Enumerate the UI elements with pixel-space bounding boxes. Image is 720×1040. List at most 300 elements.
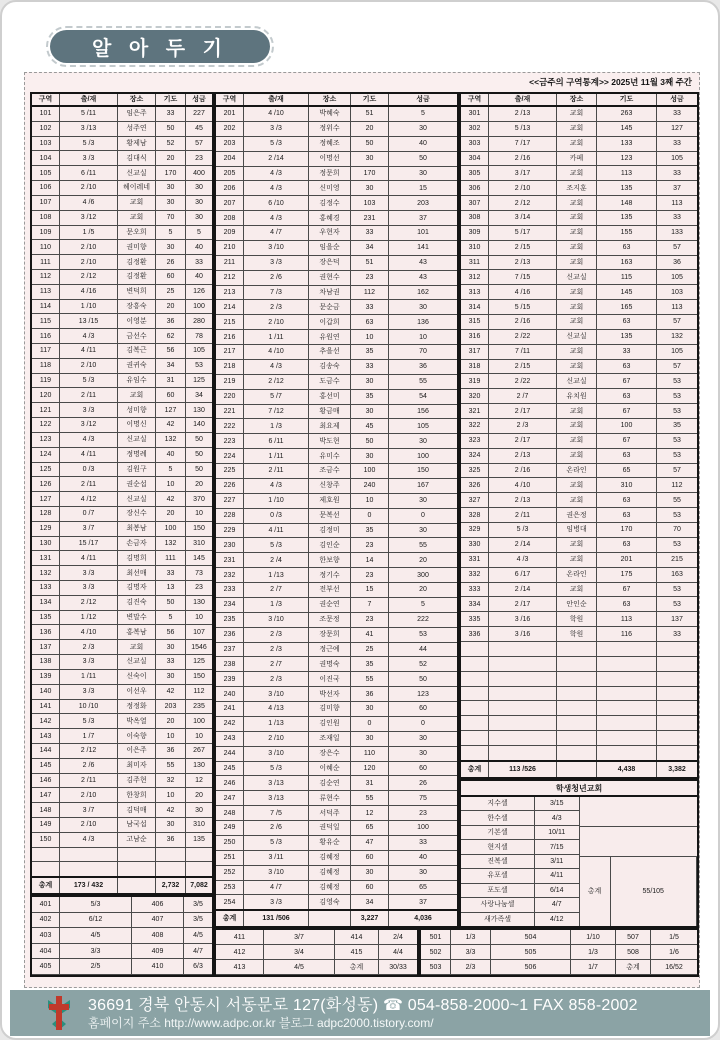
table-cell: 146 xyxy=(32,774,60,788)
table-row xyxy=(461,657,697,672)
table-row xyxy=(216,881,457,896)
table-cell: 장문희 xyxy=(309,628,351,642)
table-row xyxy=(461,226,697,241)
table-cell: 김대식 xyxy=(118,151,156,165)
table-cell: 413 xyxy=(216,960,264,974)
table-cell: 신교실 xyxy=(118,492,156,506)
table-row xyxy=(32,507,212,522)
table-cell: 254 xyxy=(216,895,244,909)
table-cell: 65 xyxy=(419,883,427,891)
table-cell: 42 xyxy=(156,803,186,817)
table-cell: 25 xyxy=(156,285,186,299)
table-cell: 20 xyxy=(419,556,427,564)
table-cell: 170 xyxy=(156,166,186,180)
table-cell: 52 xyxy=(156,137,186,151)
table-row xyxy=(216,434,457,449)
table-cell: 2 /6 xyxy=(60,759,118,773)
table-cell: 5 /3 xyxy=(60,137,118,151)
table-cell: 13 /15 xyxy=(60,314,118,328)
table-cell: 267 xyxy=(193,747,205,755)
table-cell: 312 xyxy=(461,270,489,284)
table-cell: 23 xyxy=(351,568,389,582)
table-cell: 127 xyxy=(671,125,683,133)
table-cell: 권순연 xyxy=(309,598,351,612)
table-cell: 20 xyxy=(195,791,203,799)
table-row xyxy=(216,122,457,137)
table-cell: 101 xyxy=(417,229,429,237)
table-cell: 23 xyxy=(195,584,203,592)
table-row xyxy=(461,315,697,330)
table-cell: 235 xyxy=(216,613,244,627)
table-cell xyxy=(597,746,657,760)
table-cell: 408 xyxy=(132,928,184,943)
table-row xyxy=(32,433,212,448)
table-row xyxy=(461,241,697,256)
table-cell: 63 xyxy=(597,508,657,522)
table-cell xyxy=(489,701,557,715)
table-cell: 51 xyxy=(351,256,389,270)
table-cell: 310 xyxy=(193,821,205,829)
table-row xyxy=(461,360,697,375)
table-cell: 10 xyxy=(156,477,186,491)
table-cell: 한수셀 xyxy=(461,811,535,824)
youth-empty-cell xyxy=(580,827,698,857)
table-cell: 125 xyxy=(32,463,60,477)
table-cell: 36 xyxy=(156,314,186,328)
table-row xyxy=(216,464,457,479)
footer-links[interactable]: 홈페이지 주소 http://www.adpc.or.kr 블로그 adpc2000.tistory.com/ xyxy=(88,1015,434,1030)
table-row xyxy=(32,329,212,344)
table-cell: 20 xyxy=(156,507,186,521)
table-cell: 권미향 xyxy=(118,240,156,254)
table-cell: 33 xyxy=(673,140,681,148)
table-cell: 139 xyxy=(32,670,60,684)
table-row xyxy=(32,240,212,255)
table-cell: 100 xyxy=(193,302,205,310)
table-cell: 115 xyxy=(597,270,657,284)
table-cell: 1 /11 xyxy=(244,449,309,463)
table-cell: 류현수 xyxy=(309,791,351,805)
table-cell: 370 xyxy=(193,495,205,503)
table-cell: 성미향 xyxy=(118,403,156,417)
table-cell: 402 xyxy=(32,913,60,928)
table-cell: 0 /3 xyxy=(244,509,309,523)
table-cell: 63 xyxy=(597,449,657,463)
header-attendance: 출/재 xyxy=(489,94,557,105)
table-cell: 3 /10 xyxy=(244,866,309,880)
table-cell: 10 xyxy=(195,732,203,740)
table-cell: 55 xyxy=(419,541,427,549)
table-row xyxy=(461,597,697,612)
table-cell: 203 xyxy=(417,199,429,207)
table-cell: 신교실 xyxy=(118,433,156,447)
table-cell: 123 xyxy=(597,152,657,166)
table-cell: 최미자 xyxy=(118,759,156,773)
table-cell xyxy=(557,701,597,715)
table-cell: 3 /10 xyxy=(244,613,309,627)
table-cell: 224 xyxy=(216,449,244,463)
table-cell: 2 /12 xyxy=(60,270,118,284)
table-cell: 148 xyxy=(32,803,60,817)
table-cell: 132 xyxy=(156,433,186,447)
footer-address: 36691 경북 안동시 서동문로 127(화성동) ☎ 054-858-2000~1 FAX 858-2002 xyxy=(88,996,638,1014)
table-cell: 30 xyxy=(351,181,389,195)
table-cell: 신교실 xyxy=(557,270,597,284)
table-cell: 신미영 xyxy=(309,181,351,195)
table-cell: 3 /17 xyxy=(489,166,557,180)
table-cell: 23 xyxy=(419,809,427,817)
table-cell: 2 /6 xyxy=(244,271,309,285)
table-cell: 0 xyxy=(421,512,425,520)
table-cell: 박선자 xyxy=(309,687,351,701)
table-cell: 4/12 xyxy=(549,915,564,923)
table-row xyxy=(32,959,212,975)
table-total-row xyxy=(216,909,457,926)
table-row xyxy=(32,700,212,715)
table-cell: 교회 xyxy=(118,640,156,654)
table-cell: 320 xyxy=(461,389,489,403)
table-cell: 1 /11 xyxy=(244,330,309,344)
table-cell: 2 /7 xyxy=(489,389,557,403)
table-cell: 50 xyxy=(156,122,186,136)
table-cell: 35 xyxy=(351,524,389,538)
table-cell: 박옥열 xyxy=(118,714,156,728)
table-cell: 한보향 xyxy=(309,553,351,567)
table-cell: 권은정 xyxy=(557,508,597,522)
table-cell: 43 xyxy=(419,259,427,267)
table-cell: 503 xyxy=(421,960,451,974)
table-row xyxy=(32,285,212,300)
table-row xyxy=(216,672,457,687)
table-cell: 67 xyxy=(597,374,657,388)
table-cell: 교회 xyxy=(557,404,597,418)
table-row xyxy=(216,717,457,732)
table-cell: 정명례 xyxy=(118,448,156,462)
youth-total-label: 총계 xyxy=(580,857,611,926)
table-cell: 42 xyxy=(156,685,186,699)
table-cell: 412 xyxy=(216,945,264,959)
table-row xyxy=(32,137,212,152)
church-logo-icon xyxy=(44,994,74,1032)
table-cell: 113 xyxy=(597,612,657,626)
table-cell: 총계 xyxy=(335,960,379,974)
table-cell: 145 xyxy=(32,759,60,773)
table-cell: 201 xyxy=(597,553,657,567)
table-cell: 34 xyxy=(195,391,203,399)
table-cell: 63 xyxy=(597,493,657,507)
table-row xyxy=(32,300,212,315)
table-cell: 변말수 xyxy=(118,611,156,625)
table-row xyxy=(216,375,457,390)
table-cell: 316 xyxy=(461,330,489,344)
table-cell: 10 xyxy=(195,614,203,622)
table-cell: 5 /3 xyxy=(244,836,309,850)
table-cell: 6 /17 xyxy=(489,568,557,582)
table-row xyxy=(216,196,457,211)
table-cell: 65 xyxy=(597,464,657,478)
table-cell: 2 /3 xyxy=(60,640,118,654)
table-row xyxy=(32,551,212,566)
table-cell: 113 xyxy=(597,166,657,180)
table-row xyxy=(461,181,697,196)
table-cell: 김정환 xyxy=(118,270,156,284)
table-cell: 309 xyxy=(461,226,489,240)
table-row xyxy=(216,945,417,960)
table-cell: 30 xyxy=(351,702,389,716)
table-cell xyxy=(557,672,597,686)
table-cell: 교회 xyxy=(557,107,597,121)
table-cell: 141 xyxy=(32,700,60,714)
header-place: 장소 xyxy=(309,94,351,105)
table-cell: 6 /11 xyxy=(244,434,309,448)
table-cell: 100 xyxy=(193,717,205,725)
table-row xyxy=(32,359,212,374)
table-cell: 216 xyxy=(216,330,244,344)
table-cell: 5 /3 xyxy=(489,523,557,537)
table-cell: 323 xyxy=(461,434,489,448)
table-cell: 2 /3 xyxy=(244,628,309,642)
table-cell: 3 /13 xyxy=(244,776,309,790)
table-cell: 310 xyxy=(193,539,205,547)
table-cell: 7 xyxy=(351,598,389,612)
table-cell: 2/4 xyxy=(393,933,403,941)
table-cell: 3 /3 xyxy=(60,403,118,417)
table-row xyxy=(32,944,212,960)
table-cell: 0 /3 xyxy=(60,463,118,477)
table-cell: 240 xyxy=(351,479,389,493)
table-header-row xyxy=(32,94,212,107)
table-cell: 임은주 xyxy=(118,107,156,121)
table-row xyxy=(461,538,697,553)
table-cell: 113 xyxy=(671,303,683,311)
table-cell: 207 xyxy=(216,196,244,210)
table-cell: 7 /12 xyxy=(244,405,309,419)
table-cell: 36 xyxy=(156,833,186,847)
table-cell: 63 xyxy=(597,360,657,374)
table-cell: 교회 xyxy=(118,388,156,402)
table-cell: 41 xyxy=(351,628,389,642)
table-cell: 교회 xyxy=(557,434,597,448)
table-row xyxy=(32,463,212,478)
table-row xyxy=(461,166,697,181)
table-cell: 319 xyxy=(461,374,489,388)
table-cell xyxy=(461,687,489,701)
table-cell: 223 xyxy=(216,434,244,448)
table-cell xyxy=(461,731,489,745)
table-cell: 244 xyxy=(216,747,244,761)
table-cell: 10/11 xyxy=(548,829,566,837)
table-cell: 2 /10 xyxy=(60,359,118,373)
table-cell: 30 xyxy=(419,125,427,133)
table-cell: 208 xyxy=(216,211,244,225)
table-cell: 107 xyxy=(193,628,205,636)
table-row xyxy=(461,449,697,464)
table-cell: 교회 xyxy=(557,360,597,374)
table-cell: 포도셀 xyxy=(461,884,535,897)
table-cell: 김정미 xyxy=(309,524,351,538)
table-row xyxy=(461,523,697,538)
table-cell xyxy=(60,848,118,862)
table-cell: 교회 xyxy=(557,166,597,180)
table-cell xyxy=(461,657,489,671)
table-cell: 10 /10 xyxy=(60,700,118,714)
table-cell: 조지훈 xyxy=(557,181,597,195)
table-cell: 7 /11 xyxy=(489,345,557,359)
table-cell: 65 xyxy=(351,821,389,835)
table-cell: 310 xyxy=(597,478,657,492)
table-cell: 317 xyxy=(461,345,489,359)
table-cell: 221 xyxy=(216,405,244,419)
total-ratio: 113 /526 xyxy=(489,762,557,777)
table-cell: 136 xyxy=(32,625,60,639)
table-cell: 김복근 xyxy=(118,344,156,358)
table-cell: 1 /3 xyxy=(244,419,309,433)
table-cell: 26 xyxy=(156,255,186,269)
table-cell: 권덕일 xyxy=(309,821,351,835)
table-cell: 30 xyxy=(156,196,186,210)
table-cell xyxy=(557,716,597,730)
table-cell: 53 xyxy=(673,377,681,385)
table-cell: 최봉남 xyxy=(118,522,156,536)
table-cell: 31 xyxy=(351,776,389,790)
table-cell: 109 xyxy=(32,226,60,240)
table-cell: 14 xyxy=(351,553,389,567)
table-cell: 118 xyxy=(32,359,60,373)
district-table-500s xyxy=(419,928,699,977)
table-cell: 김명자 xyxy=(118,581,156,595)
table-row xyxy=(216,271,457,286)
table-cell: 권현수 xyxy=(309,271,351,285)
table-cell: 150 xyxy=(417,467,429,475)
table-cell: 132 xyxy=(671,333,683,341)
table-body xyxy=(32,107,212,876)
table-cell: 유미수 xyxy=(309,449,351,463)
table-cell: 135 xyxy=(32,611,60,625)
table-row xyxy=(216,791,457,806)
total-offering: 7,082 xyxy=(190,882,208,889)
table-cell: 141 xyxy=(417,244,429,252)
table-cell: 30 xyxy=(351,405,389,419)
table-cell: 34 xyxy=(351,241,389,255)
table-cell: 30 xyxy=(419,869,427,877)
table-cell: 327 xyxy=(461,493,489,507)
table-row xyxy=(32,685,212,700)
table-row xyxy=(32,625,212,640)
table-cell: 교회 xyxy=(557,493,597,507)
table-row xyxy=(32,729,212,744)
table-row xyxy=(32,374,212,389)
table-cell: 2 /17 xyxy=(489,404,557,418)
table-cell: 53 xyxy=(673,600,681,608)
table-cell: 127 xyxy=(156,403,186,417)
table-cell: 33 xyxy=(195,258,203,266)
table-cell: 장신수 xyxy=(118,507,156,521)
table-cell: 227 xyxy=(216,494,244,508)
table-cell: 홍선미 xyxy=(309,390,351,404)
table-cell: 31 xyxy=(156,374,186,388)
table-cell: 장은수 xyxy=(309,747,351,761)
table-cell: 문오희 xyxy=(118,226,156,240)
table-cell: 4 /10 xyxy=(244,345,309,359)
table-cell: 50 xyxy=(419,675,427,683)
table-row xyxy=(461,869,579,883)
table-cell: 120 xyxy=(32,388,60,402)
table-cell: 144 xyxy=(32,744,60,758)
table-cell: 50 xyxy=(195,436,203,444)
table-cell: 55 xyxy=(351,791,389,805)
total-prayer: 4,438 xyxy=(597,762,657,777)
table-cell: 501 xyxy=(421,930,451,944)
table-row xyxy=(32,803,212,818)
table-cell: 4 /3 xyxy=(489,553,557,567)
table-row xyxy=(461,826,579,840)
table-row xyxy=(461,419,697,434)
table-cell: 113 xyxy=(32,285,60,299)
table-cell: 105 xyxy=(417,422,429,430)
table-cell: 147 xyxy=(32,788,60,802)
table-cell: 334 xyxy=(461,597,489,611)
table-cell: 243 xyxy=(216,732,244,746)
table-cell: 203 xyxy=(156,700,186,714)
table-cell: 안인순 xyxy=(557,597,597,611)
table-cell: 2 /4 xyxy=(244,553,309,567)
table-cell: 이진국 xyxy=(309,672,351,686)
table-cell: 33 xyxy=(156,566,186,580)
total-label: 총계 xyxy=(461,762,489,777)
table-cell: 2 /10 xyxy=(489,181,557,195)
table-row xyxy=(216,152,457,167)
table-row xyxy=(32,833,212,848)
header-district: 구역 xyxy=(461,94,489,105)
footer-text xyxy=(88,996,638,1031)
table-cell: 변덕희 xyxy=(118,285,156,299)
table-cell xyxy=(657,716,697,730)
table-row xyxy=(32,418,212,433)
table-cell: 10 xyxy=(419,333,427,341)
table-cell: 학원 xyxy=(557,627,597,641)
table-cell: 20 xyxy=(156,300,186,314)
table-cell: 53 xyxy=(673,407,681,415)
header-prayer: 기도 xyxy=(156,94,186,105)
table-cell: 405 xyxy=(32,959,60,974)
table-cell: 3 /16 xyxy=(489,612,557,626)
table-cell: 20 xyxy=(351,122,389,136)
table-cell: 1 /10 xyxy=(60,300,118,314)
table-cell: 251 xyxy=(216,851,244,865)
table-cell: 63 xyxy=(597,538,657,552)
table-row xyxy=(461,612,697,627)
table-cell: 313 xyxy=(461,285,489,299)
table-cell: 70 xyxy=(156,211,186,225)
table-cell: 5 /3 xyxy=(244,137,309,151)
table-cell: 222 xyxy=(417,616,429,624)
table-cell: 44 xyxy=(419,645,427,653)
table-cell: 2 /22 xyxy=(489,374,557,388)
table-cell: 1 /5 xyxy=(60,226,118,240)
table-header-row xyxy=(461,94,697,107)
table-cell xyxy=(597,731,657,745)
table-cell: 35 xyxy=(351,345,389,359)
table-cell: 63 xyxy=(597,389,657,403)
table-cell xyxy=(156,862,186,876)
table-row xyxy=(461,553,697,568)
table-cell: 3 /7 xyxy=(60,522,118,536)
table-cell: 신창주 xyxy=(309,479,351,493)
table-cell: 5 /11 xyxy=(60,107,118,121)
table-cell: 신교실 xyxy=(118,166,156,180)
table-cell: 230 xyxy=(216,538,244,552)
table-cell: 53 xyxy=(673,392,681,400)
